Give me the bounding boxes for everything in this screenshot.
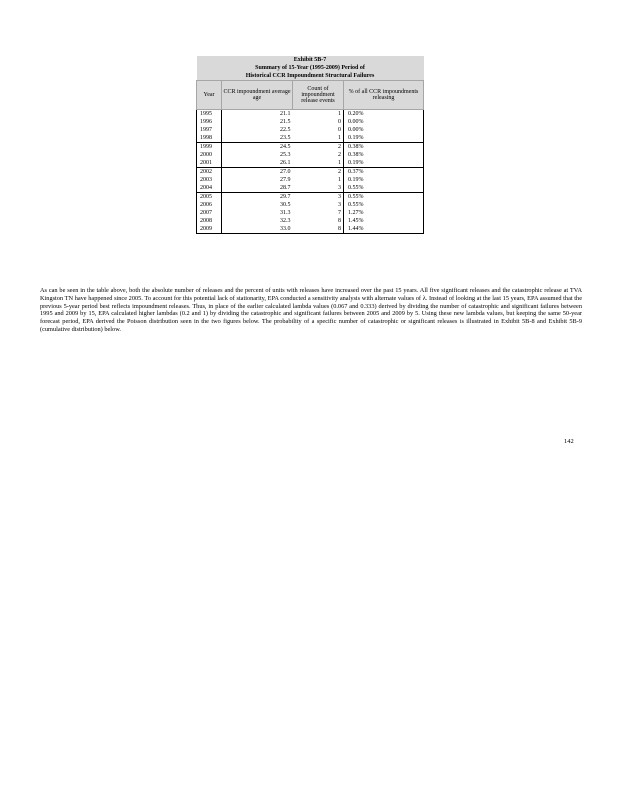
table-row [197,151,424,159]
table-row [197,159,424,168]
exhibit-subtitle-1: Summary of 15-Year (1995-2009) Period of [197,64,424,72]
column-header-percent-releasing: % of all CCR impoundments releasing [344,81,424,110]
cell-count: 1 [293,110,344,119]
cell-year: 1996 [197,118,222,126]
cell-year: 2009 [197,225,222,234]
cell-pct: 0.55% [344,201,424,209]
cell-year: 1997 [197,126,222,134]
cell-avg-age: 33.0 [222,225,293,234]
cell-avg-age: 28.7 [222,184,293,193]
cell-year: 2006 [197,201,222,209]
table-row [197,184,424,193]
exhibit-table [196,56,424,234]
cell-count: 2 [293,151,344,159]
cell-avg-age: 24.5 [222,143,293,152]
cell-year: 1995 [197,110,222,119]
cell-year: 2005 [197,193,222,202]
cell-pct: 0.00% [344,126,424,134]
cell-pct: 0.37% [344,168,424,177]
exhibit-table-body [197,110,424,234]
cell-avg-age: 32.3 [222,217,293,225]
cell-pct: 0.38% [344,143,424,152]
table-row [197,134,424,143]
table-row [197,201,424,209]
cell-count: 1 [293,159,344,168]
cell-year: 2001 [197,159,222,168]
cell-pct: 0.55% [344,184,424,193]
exhibit-table-container [196,56,424,234]
cell-avg-age: 22.5 [222,126,293,134]
cell-count: 1 [293,134,344,143]
cell-year: 2003 [197,176,222,184]
cell-avg-age: 25.3 [222,151,293,159]
cell-pct: 1.45% [344,217,424,225]
exhibit-subtitle-2: Historical CCR Impoundment Structural Failures [197,72,424,81]
table-row [197,225,424,234]
body-paragraph: As can be seen in the table above, both the absolute number of releases and the percent of units with releases have increased over the past 15 years. All five significant releases and the catastrophic release at TVA Kingston TN have happened since 2005. To account for this potential lack of stationarity, EPA conducted a sensitivity analysis with alternate values of λ. Instead of looking at the last 15 years, EPA assumed that the previous 5-year period best reflects impoundment releases. Thus, in place of the earlier calculated lambda values (0.067 and 0.333) derived by dividing the number of catastrophic and significant failures between 1995 and 2009 by 15, EPA calculated higher lambdas (0.2 and 1) by dividing the catastrophic and significant failures between 2005 and 2009 by 5. Using these new lambda values, but keeping the same 50-year forecast period, EPA derived the Poisson distribution seen in the two figures below. The probability of a specific number of catastrophic or significant releases is illustrated in Exhibit 5B-8 and Exhibit 5B-9 (cumulative distribution) below. [40,287,582,333]
cell-pct: 0.19% [344,159,424,168]
cell-count: 1 [293,176,344,184]
cell-count: 8 [293,217,344,225]
table-row [197,168,424,177]
column-header-year: Year [197,81,222,110]
cell-count: 0 [293,118,344,126]
cell-year: 2002 [197,168,222,177]
cell-avg-age: 23.5 [222,134,293,143]
table-row [197,217,424,225]
cell-count: 0 [293,126,344,134]
table-row [197,176,424,184]
cell-count: 2 [293,168,344,177]
table-row [197,193,424,202]
table-row [197,209,424,217]
cell-pct: 0.19% [344,176,424,184]
cell-avg-age: 21.1 [222,110,293,119]
page-number: 142 [564,438,574,445]
cell-year: 2007 [197,209,222,217]
cell-year: 1999 [197,143,222,152]
cell-count: 7 [293,209,344,217]
cell-pct: 0.20% [344,110,424,119]
cell-count: 8 [293,225,344,234]
cell-pct: 0.19% [344,134,424,143]
cell-avg-age: 27.0 [222,168,293,177]
cell-pct: 0.38% [344,151,424,159]
cell-pct: 1.27% [344,209,424,217]
cell-year: 2008 [197,217,222,225]
cell-pct: 1.44% [344,225,424,234]
cell-count: 3 [293,184,344,193]
exhibit-title: Exhibit 5B-7 [197,56,424,64]
cell-year: 2000 [197,151,222,159]
cell-avg-age: 29.7 [222,193,293,202]
cell-pct: 0.00% [344,118,424,126]
cell-count: 2 [293,143,344,152]
column-header-average-age: CCR impoundment average age [222,81,293,110]
table-row [197,110,424,119]
cell-pct: 0.55% [344,193,424,202]
table-row [197,143,424,152]
cell-avg-age: 21.5 [222,118,293,126]
table-row [197,118,424,126]
cell-count: 3 [293,201,344,209]
cell-year: 2004 [197,184,222,193]
cell-count: 3 [293,193,344,202]
cell-year: 1998 [197,134,222,143]
table-row [197,126,424,134]
column-header-release-count: Count of impoundment release events [293,81,344,110]
cell-avg-age: 27.9 [222,176,293,184]
cell-avg-age: 31.3 [222,209,293,217]
cell-avg-age: 26.1 [222,159,293,168]
cell-avg-age: 30.5 [222,201,293,209]
